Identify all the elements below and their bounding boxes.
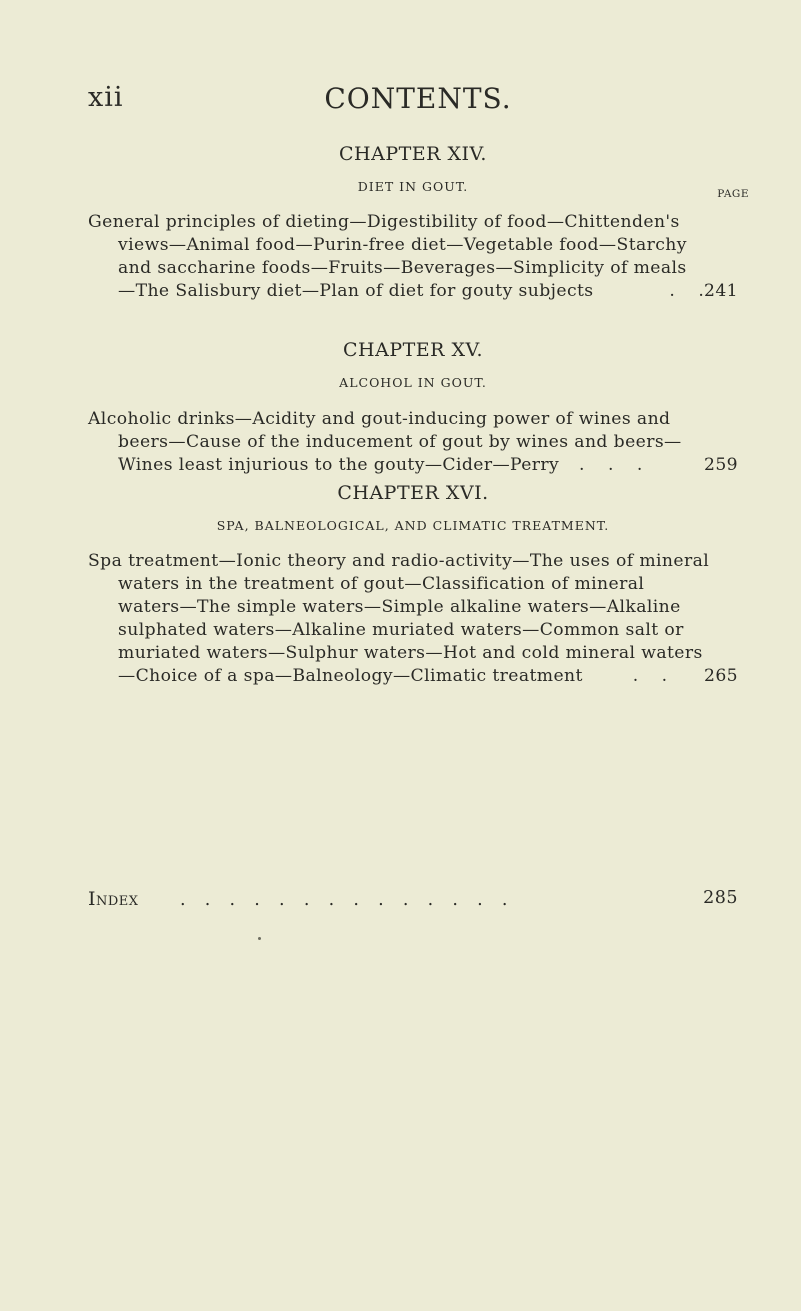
- page-number: 285: [703, 888, 738, 908]
- chapter-xiv: [88, 143, 749, 303]
- page-title: CONTENTS.: [324, 82, 512, 115]
- entry-line: General principles of dieting—Digestibility of food—Chittenden's: [88, 212, 680, 232]
- leader-dots: . . .: [579, 455, 652, 475]
- ink-speck: [258, 937, 261, 940]
- page-folio: xii: [88, 82, 124, 113]
- index-label: Index: [88, 888, 139, 910]
- index-entry: [88, 888, 738, 910]
- entry-line: [88, 454, 738, 477]
- entry-line: and saccharine foods—Fruits—Beverages—Simplicity of meals: [118, 258, 687, 278]
- entry-text: Wines least injurious to the gouty—Cider—Perry: [118, 455, 560, 475]
- chapter-xv: [88, 339, 738, 477]
- leader-dots: . .: [632, 666, 677, 686]
- page-number: 265: [703, 666, 738, 686]
- entry-line: [88, 280, 738, 303]
- entry-line: [88, 665, 738, 688]
- leader-dots: . .: [669, 281, 713, 301]
- chapter-subtitle: SPA, BALNEOLOGICAL, AND CLIMATIC TREATMENT.: [216, 518, 610, 533]
- entry-line: muriated waters—Sulphur waters—Hot and cold mineral waters: [118, 643, 703, 663]
- page-number: 259: [703, 455, 738, 475]
- page-number: 241: [703, 281, 738, 301]
- entry-line: waters in the treatment of gout—Classification of mineral: [118, 574, 645, 594]
- leader-dots: ..............: [180, 890, 527, 910]
- entry-line: views—Animal food—Purin-free diet—Vegetable food—Starchy: [118, 235, 687, 255]
- chapter-subtitle: DIET IN GOUT.: [357, 179, 469, 194]
- chapter-heading: CHAPTER XV.: [343, 339, 483, 361]
- entry-text: —The Salisbury diet—Plan of diet for gouty subjects: [118, 281, 594, 301]
- page-column-label: PAGE: [717, 188, 749, 200]
- entry-line: waters—The simple waters—Simple alkaline waters—Alkaline: [118, 597, 681, 617]
- toc-entry: [88, 211, 738, 303]
- toc-entry: [88, 550, 738, 688]
- chapter-heading: CHAPTER XIV.: [339, 143, 487, 165]
- chapter-heading: CHAPTER XVI.: [337, 482, 489, 504]
- entry-line: Alcoholic drinks—Acidity and gout-inducing power of wines and: [88, 409, 671, 429]
- entry-line: Spa treatment—Ionic theory and radio-activity—The uses of mineral: [88, 551, 710, 571]
- chapter-xvi: [88, 482, 738, 688]
- chapter-subtitle: ALCOHOL IN GOUT.: [339, 375, 487, 390]
- running-head: [88, 82, 748, 122]
- entry-line: beers—Cause of the inducement of gout by wines and beers—: [118, 432, 682, 452]
- toc-entry: [88, 408, 738, 477]
- entry-line: sulphated waters—Alkaline muriated waters—Common salt or: [118, 620, 684, 640]
- entry-text: —Choice of a spa—Balneology—Climatic treatment: [118, 666, 583, 686]
